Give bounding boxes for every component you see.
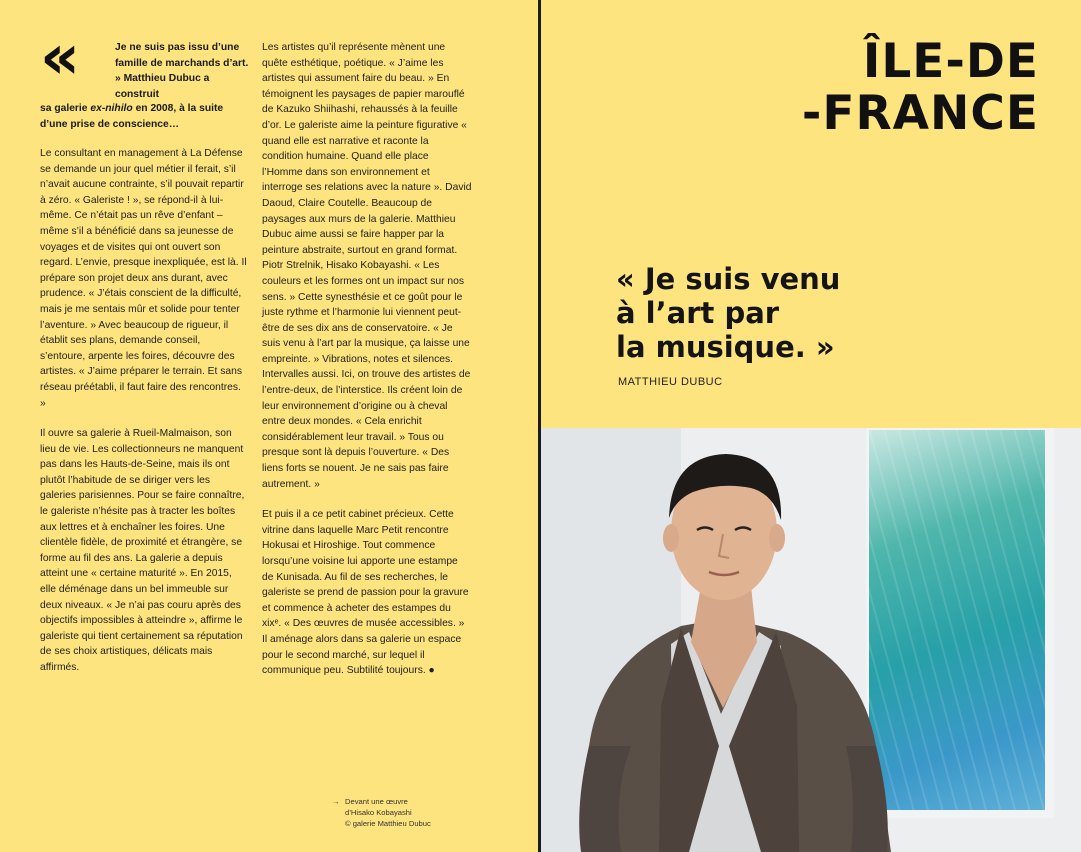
paragraph: Le consultant en management à La Défense se demande un jour quel métier il ferait, s’il n’avait aucune contrainte, s’il pouvait repartir à zéro. « Galeriste ! », se répond-il à lui-même. Ce n’était pas un rêve d’enfant – même s’il a bénéficié dans sa jeunesse de voyages et de visites qui ont ouvert son regard. L’envie, presque inexpliquée, est là. Il prépare son projet deux ans durant, avec prudence. « J’étais conscient de la difficulté, mais je me sentais mûr et solide pour tenter l’aventure. » Avec beaucoup de rigueur, il établit ses plans, demande conseil, s’entoure, arpente les foires, découvre des artistes. « J’aime préparer le terrain. Et sans réseau préétabli, il faut faire des rencontres. » xyxy=(40,148,247,409)
pull-quote-line: la musique. » xyxy=(616,330,835,364)
arrow-right-icon: → xyxy=(332,797,340,806)
left-page xyxy=(0,0,538,852)
text-column-1 xyxy=(40,146,248,676)
photo-caption xyxy=(332,796,475,829)
lede-text-post: en 2008, à la suite d’une prise de conscience… xyxy=(40,103,224,130)
lede-text-pre: sa galerie xyxy=(40,103,91,114)
lede-italic: ex-nihilo xyxy=(90,103,133,114)
paragraph: Il ouvre sa galerie à Rueil-Malmaison, son lieu de vie. Les collectionneurs ne manquent pas dans les Hauts-de-Seine, mais ils ont plutôt l’habitude de se diriger vers les galeries parisiennes. Pour se faire connaître, le galeriste n’hésite pas à tracter les boîtes aux lettres et à enchaîner les foires. Une clientèle fidèle, de proximité et étrangère, se forme au fil des ans. La galerie a depuis atteint une « certaine maturité ». En 2015, elle déménage dans un bel immeuble sur deux niveaux. « Je n’ai pas couru après des objectifs impossibles à atteindre », affirme le galeriste qui tient certainement sa réputation de ses choix artistiques, délicats mais affirmés. xyxy=(40,428,245,673)
region-title-line: ÎLE-DE xyxy=(862,34,1039,89)
lede-intro: Je ne suis pas issu d’une famille de marchands d’art. » Matthieu Dubuc a construit xyxy=(115,42,249,100)
region-title xyxy=(802,36,1039,140)
painting-texture xyxy=(869,430,1045,810)
right-page xyxy=(541,0,1081,852)
pull-quote-author: MATTHIEU DUBUC xyxy=(618,376,723,388)
gallerist-portrait xyxy=(561,446,891,852)
pull-quote-line: à l’art par xyxy=(616,296,780,330)
pull-quote-line: « Je suis venu xyxy=(616,262,841,296)
region-title-line: -FRANCE xyxy=(801,86,1039,141)
caption-line: © galerie Matthieu Dubuc xyxy=(345,819,431,828)
caption-line: d’Hisako Kobayashi xyxy=(345,808,412,817)
caption-line: Devant une œuvre xyxy=(345,797,408,806)
opening-quote-mark: « xyxy=(40,20,73,93)
paragraph: Les artistes qu’il représente mènent une quête esthétique, poétique. « J’aime les artistes qui assument faire du beau. » En témoignent les paysages de papier marouflé de Kazuko Shiihashi, rehaussés à la feuille d’or. Le galeriste aime la peinture figurative « quand elle est narrative et raconte la condition humaine. Quand elle place l’Homme dans son environnement et interroge ses relations avec la nature ». David Daoud, Claire Coutelle. Beaucoup de paysages aux murs de la galerie. Matthieu Dubuc aime aussi se faire happer par la peinture abstraite, surtout en grand format. Piotr Strelnik, Hisako Kobayashi. « Les couleurs et les formes ont un impact sur nos sens. » Cette synesthésie et ce goût pour le juste rythme et l’harmonie lui viennent peut-être de ses dix ans de conservatoire. « Je suis venu à l’art par la musique, ça laisse une empreinte. » Vibrations, notes et silences. Intervalles aussi. Ici, on trouve des artistes de l’entre-deux, de l’interstice. Ils créent loin de leur environnement d’origine ou à cheval entre deux mondes. « Cela enrichit considérablement leur travail. » Tous ou presque sont là depuis l’ouverture. « Des liens forts se nouent. Je ne sais pas faire autrement. » xyxy=(262,42,472,490)
lede-continuation xyxy=(40,101,250,132)
pull-quote xyxy=(616,262,1016,364)
portrait-photo xyxy=(541,428,1081,852)
text-column-2 xyxy=(262,40,472,679)
paragraph: Et puis il a ce petit cabinet précieux. Cette vitrine dans laquelle Marc Petit rencontre Hokusai et Hiroshige. Tout commence lorsqu’une voisine lui apporte une estampe de Kunisada. Au fil de ses recherches, le galeriste se prend de passion pour la gravure et commence à acheter des estampes du xixᵉ. « Des œuvres de musée accessibles. » Il aménage alors dans sa galerie un espace pour le second marché, sur lequel il communique peu. Subtilité toujours. ● xyxy=(262,509,469,677)
